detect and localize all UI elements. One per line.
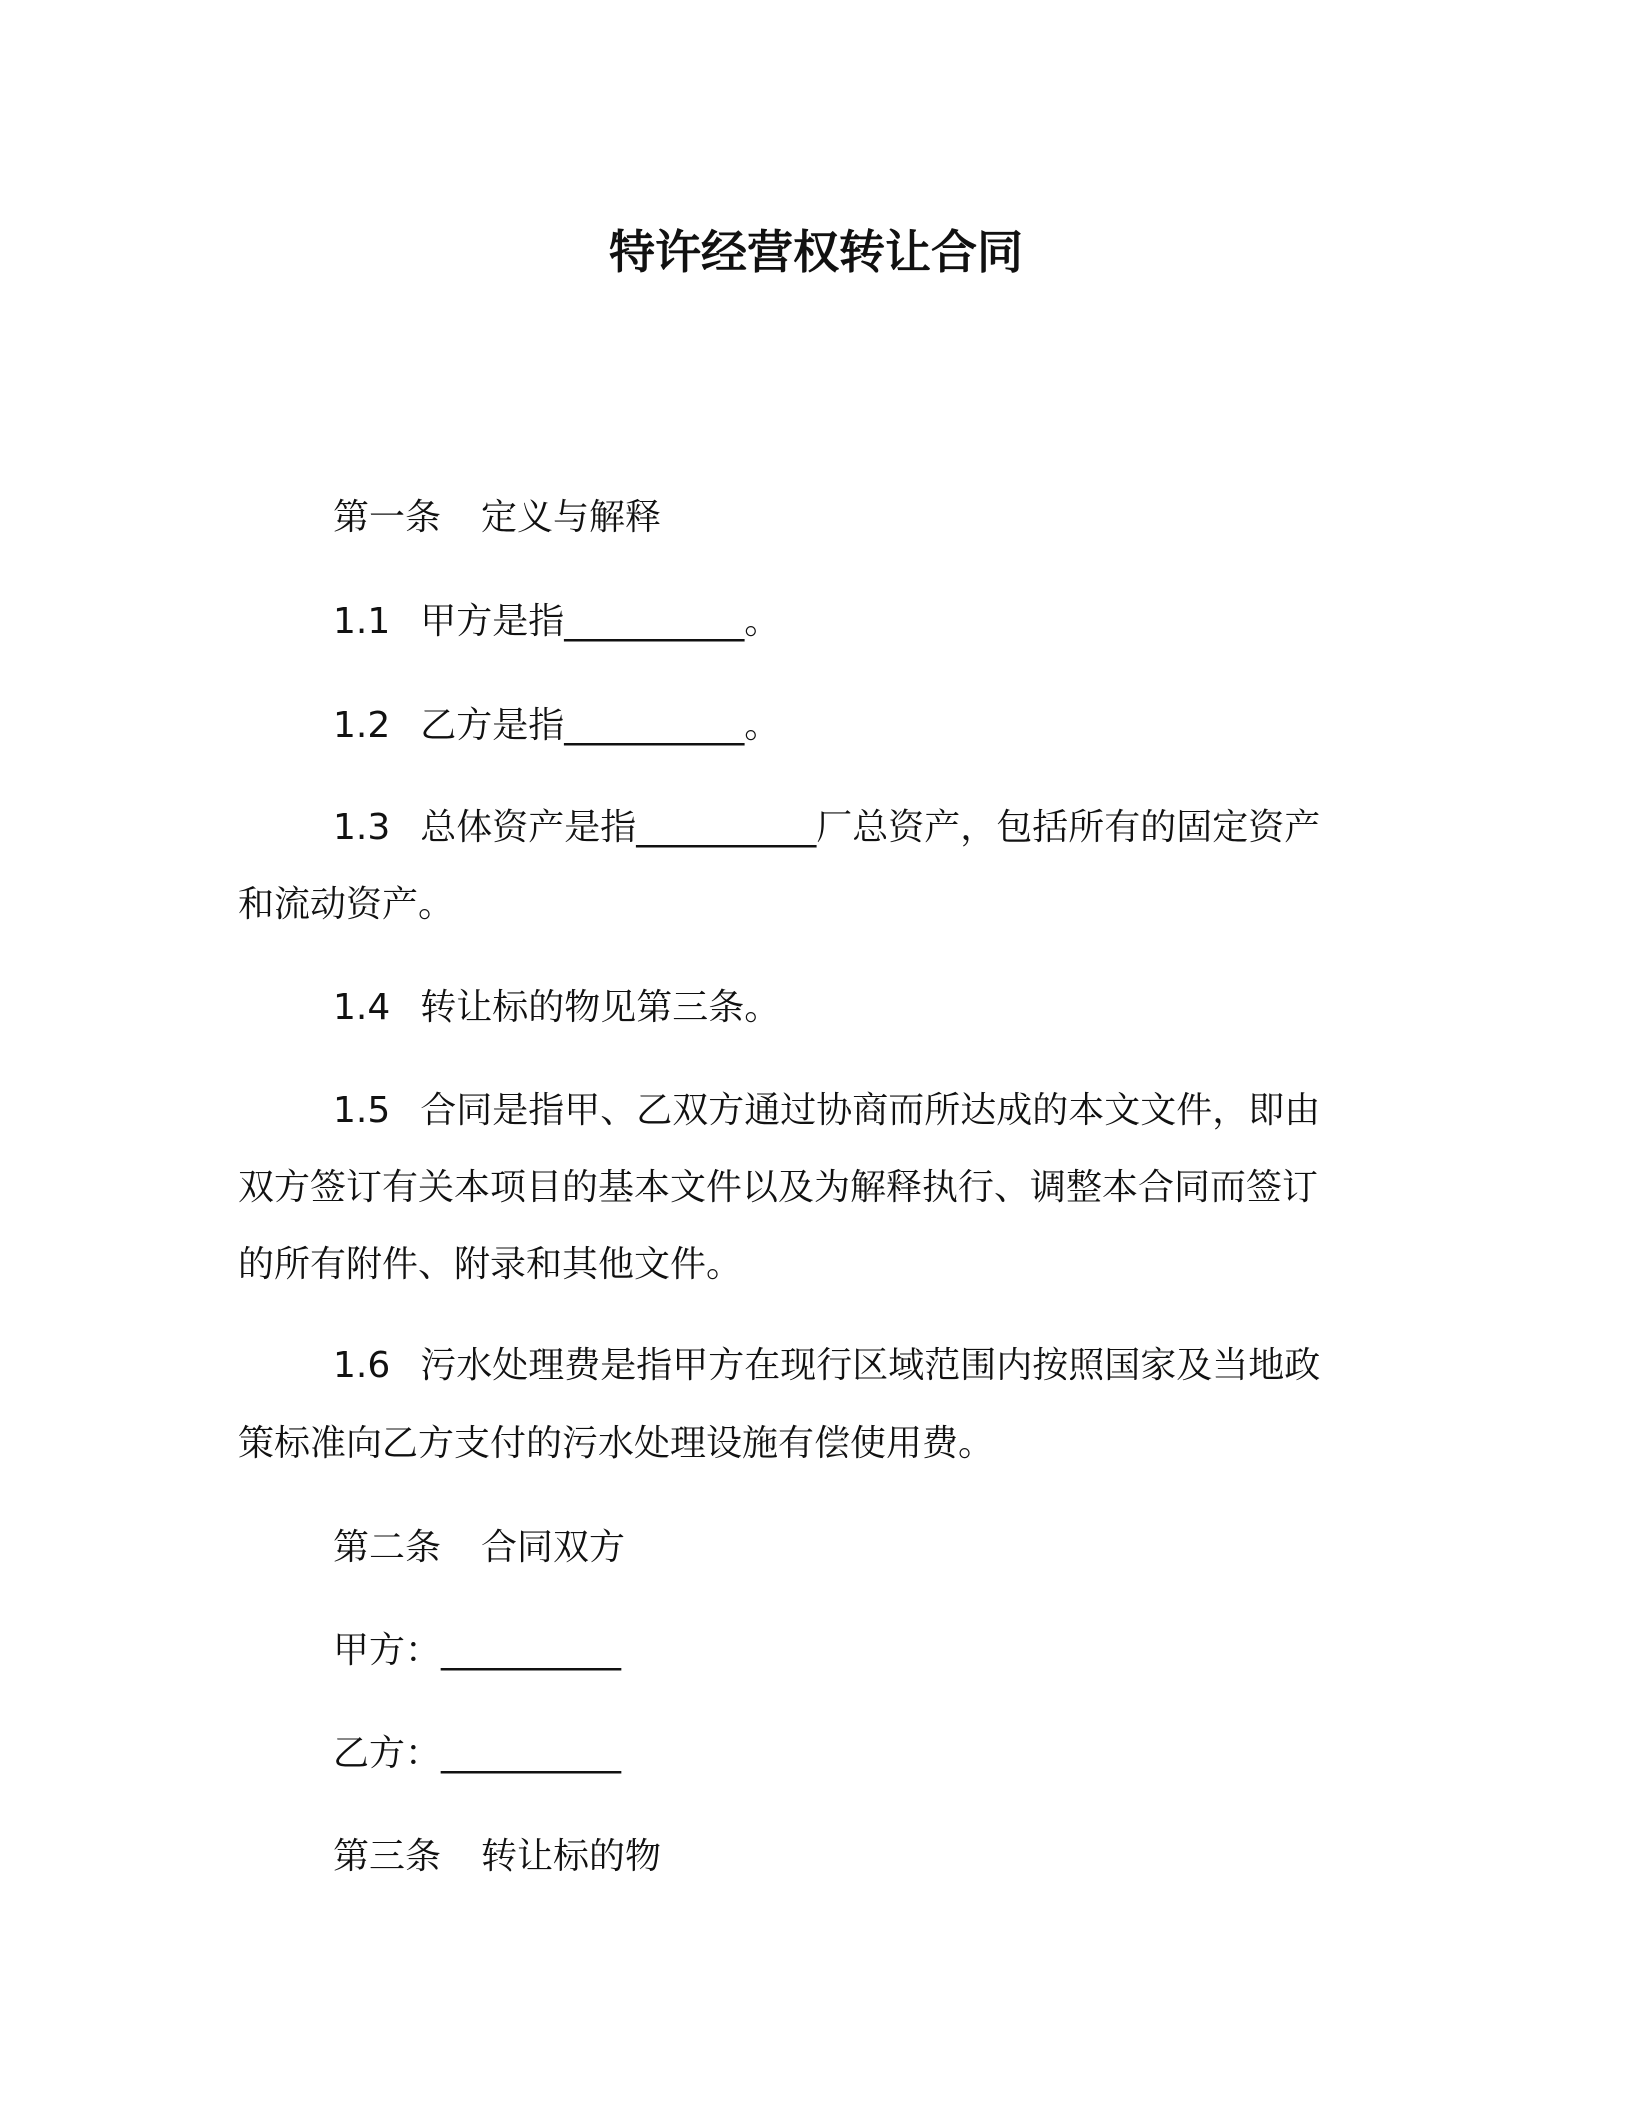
clause-1-6 — [333, 1342, 1320, 1390]
article-2-heading — [333, 1524, 625, 1572]
clause-1-1 — [333, 598, 780, 646]
clause-1-4-text: 转让标的物见第三条。 — [420, 987, 781, 1028]
clause-1-2-number: 1.2 — [333, 705, 391, 746]
clause-1-3-text-line-1: 总体资产是指__________厂总资产，包括所有的固定资产 — [420, 807, 1321, 848]
party-b-line: 乙方：__________ — [333, 1733, 622, 1774]
clause-1-6-text-line-1: 污水处理费是指甲方在现行区域范围内按照国家及当地政 — [420, 1345, 1321, 1386]
clause-1-5-text-line-3: 的所有附件、附录和其他文件。 — [238, 1244, 743, 1285]
article-2-number: 第二条 — [333, 1527, 442, 1568]
clause-1-1-text: 甲方是指__________。 — [420, 601, 781, 642]
clause-1-2 — [333, 702, 780, 750]
clause-1-4 — [333, 984, 780, 1032]
clause-1-3 — [333, 804, 1320, 852]
clause-1-3-number: 1.3 — [333, 807, 391, 848]
document-title: 特许经营权转让合同 — [609, 225, 1023, 279]
clause-1-3-text-line-2: 和流动资产。 — [238, 884, 455, 925]
clause-1-6-number: 1.6 — [333, 1345, 391, 1386]
clause-1-4-number: 1.4 — [333, 987, 391, 1028]
article-1-title: 定义与解释 — [481, 497, 662, 538]
article-1-number: 第一条 — [333, 497, 442, 538]
article-1-heading — [333, 494, 661, 542]
party-a-line: 甲方：__________ — [333, 1630, 622, 1671]
article-3-number: 第三条 — [333, 1836, 442, 1877]
article-3-title: 转让标的物 — [481, 1836, 662, 1877]
clause-1-5-text-line-2: 双方签订有关本项目的基本文件以及为解释执行、调整本合同而签订 — [238, 1167, 1319, 1208]
article-2-title: 合同双方 — [481, 1527, 626, 1568]
clause-1-2-text: 乙方是指__________。 — [420, 705, 781, 746]
clause-1-1-number: 1.1 — [333, 601, 391, 642]
article-3-heading — [333, 1833, 661, 1881]
clause-1-5-number: 1.5 — [333, 1090, 391, 1131]
clause-1-5 — [333, 1087, 1320, 1135]
clause-1-5-text-line-1: 合同是指甲、乙双方通过协商而所达成的本文文件，即由 — [420, 1090, 1321, 1131]
clause-1-6-text-line-2: 策标准向乙方支付的污水处理设施有偿使用费。 — [238, 1423, 995, 1464]
